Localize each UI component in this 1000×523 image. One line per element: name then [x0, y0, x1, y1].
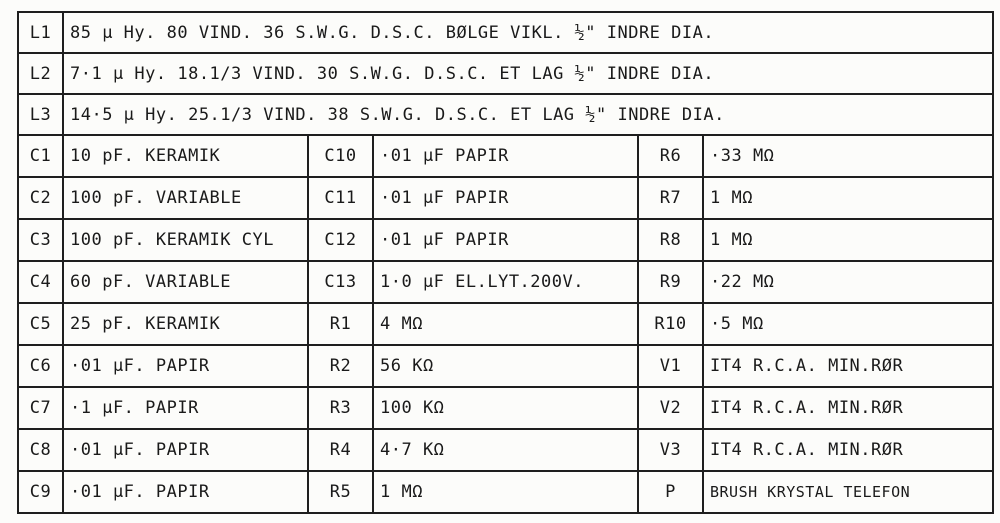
component-ref: R6 [638, 135, 703, 177]
component-ref: C10 [308, 135, 373, 177]
coil-row [18, 12, 993, 53]
component-value: 4·7 KΩ [373, 429, 638, 471]
component-ref: R9 [638, 261, 703, 303]
component-ref: C6 [18, 345, 63, 387]
component-value: ·22 MΩ [703, 261, 993, 303]
coil-ref: L1 [18, 12, 63, 53]
component-ref: R3 [308, 387, 373, 429]
component-ref: C12 [308, 219, 373, 261]
component-ref: R8 [638, 219, 703, 261]
component-value: ·1 µF. PAPIR [63, 387, 308, 429]
component-ref: C9 [18, 471, 63, 513]
component-ref: P [638, 471, 703, 513]
coil-spec: 85 µ Hy. 80 VIND. 36 S.W.G. D.S.C. BØLGE VIKL. ½" INDRE DIA. [63, 12, 993, 53]
component-value: IT4 R.C.A. MIN.RØR [703, 345, 993, 387]
component-value: ·5 MΩ [703, 303, 993, 345]
component-ref: C4 [18, 261, 63, 303]
parts-list-body [18, 12, 993, 513]
component-ref: R2 [308, 345, 373, 387]
component-ref: C3 [18, 219, 63, 261]
component-value: 100 KΩ [373, 387, 638, 429]
table-row [18, 387, 993, 429]
component-value: 100 pF. KERAMIK CYL [63, 219, 308, 261]
component-value: 1 MΩ [703, 219, 993, 261]
coil-ref: L2 [18, 53, 63, 94]
component-value: 4 MΩ [373, 303, 638, 345]
table-row [18, 261, 993, 303]
component-ref: R7 [638, 177, 703, 219]
component-ref: V2 [638, 387, 703, 429]
component-ref: C13 [308, 261, 373, 303]
component-value: ·01 µF. PAPIR [63, 345, 308, 387]
component-value: IT4 R.C.A. MIN.RØR [703, 387, 993, 429]
component-value: ·33 MΩ [703, 135, 993, 177]
component-value: BRUSH KRYSTAL TELEFON [703, 471, 993, 513]
coil-row [18, 94, 993, 135]
component-ref: V3 [638, 429, 703, 471]
component-value: 10 pF. KERAMIK [63, 135, 308, 177]
component-ref: C11 [308, 177, 373, 219]
component-value: ·01 µF PAPIR [373, 135, 638, 177]
table-row [18, 303, 993, 345]
component-value: 25 pF. KERAMIK [63, 303, 308, 345]
component-ref: C2 [18, 177, 63, 219]
table-row [18, 345, 993, 387]
component-value: ·01 µF PAPIR [373, 219, 638, 261]
component-value: ·01 µF. PAPIR [63, 471, 308, 513]
component-ref: C7 [18, 387, 63, 429]
component-value: ·01 µF PAPIR [373, 177, 638, 219]
table-row [18, 135, 993, 177]
component-ref: C8 [18, 429, 63, 471]
table-row [18, 429, 993, 471]
coil-ref: L3 [18, 94, 63, 135]
coil-row [18, 53, 993, 94]
component-value: 100 pF. VARIABLE [63, 177, 308, 219]
coil-spec: 14·5 µ Hy. 25.1/3 VIND. 38 S.W.G. D.S.C. ET LAG ½" INDRE DIA. [63, 94, 993, 135]
component-ref: C5 [18, 303, 63, 345]
component-value: 1 MΩ [373, 471, 638, 513]
component-ref: R1 [308, 303, 373, 345]
table-row [18, 471, 993, 513]
component-value: 1 MΩ [703, 177, 993, 219]
component-value: 1·0 µF EL.LYT.200V. [373, 261, 638, 303]
component-value: 60 pF. VARIABLE [63, 261, 308, 303]
component-ref: R4 [308, 429, 373, 471]
coil-spec: 7·1 µ Hy. 18.1/3 VIND. 30 S.W.G. D.S.C. ET LAG ½" INDRE DIA. [63, 53, 993, 94]
component-ref: R5 [308, 471, 373, 513]
component-ref: R10 [638, 303, 703, 345]
component-ref: C1 [18, 135, 63, 177]
parts-list-table [17, 11, 994, 514]
component-value: 56 KΩ [373, 345, 638, 387]
table-row [18, 219, 993, 261]
table-row [18, 177, 993, 219]
component-ref: V1 [638, 345, 703, 387]
component-value: ·01 µF. PAPIR [63, 429, 308, 471]
component-value: IT4 R.C.A. MIN.RØR [703, 429, 993, 471]
